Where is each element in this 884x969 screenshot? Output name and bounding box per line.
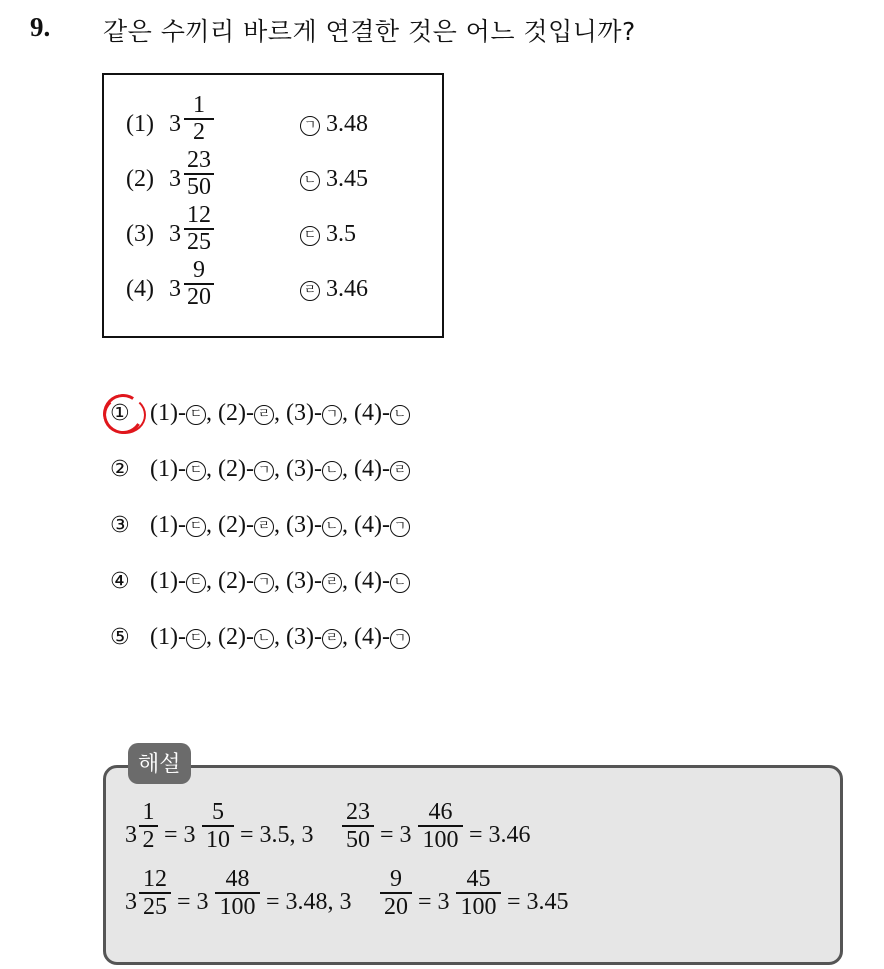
question-number: 9.	[30, 12, 51, 42]
numerator: 45	[466, 866, 491, 892]
numerator: 12	[143, 866, 167, 892]
choice-number: ④	[110, 569, 130, 594]
pair-label: (4)-	[353, 568, 390, 594]
solution-tag: 해설	[128, 743, 191, 784]
choice-number: ②	[110, 457, 130, 482]
row-label: (3)	[126, 221, 154, 247]
numerator: 23	[187, 147, 211, 173]
circled-jamo: ㄹ	[254, 405, 274, 425]
circled-jamo: ㄹ	[300, 281, 320, 301]
circled-jamo: ㄴ	[300, 171, 320, 191]
answer-choice-1[interactable]: ① (1)- ㄷ , (2)- ㄹ , (3)- ㄱ , (4)- ㄴ	[110, 400, 410, 434]
circled-jamo: ㄱ	[390, 629, 410, 649]
pair-label: (4)-	[353, 512, 390, 538]
question-text: 같은 수끼리 바르게 연결한 것은 어느 것입니까?	[103, 17, 636, 46]
fraction	[202, 799, 234, 853]
decimal-value: 3.5	[326, 221, 356, 247]
numerator: 1	[193, 92, 205, 118]
pair-label: (1)-	[150, 624, 186, 650]
equation-text: 3	[125, 822, 137, 848]
circled-jamo: ㄱ	[254, 461, 274, 481]
mixed-whole: 3	[169, 221, 181, 247]
option-value	[300, 276, 368, 303]
fraction	[184, 148, 214, 200]
option-value	[300, 166, 368, 193]
numerator: 5	[212, 799, 224, 825]
circled-jamo: ㄹ	[254, 517, 274, 537]
choice-number: ①	[110, 401, 130, 426]
mixed-whole: 3	[169, 166, 181, 192]
answer-choice-3[interactable]: ③ (1)- ㄷ , (2)- ㄹ , (3)- ㄴ , (4)- ㄱ	[110, 512, 410, 546]
denominator: 25	[143, 893, 167, 920]
circled-jamo: ㄷ	[186, 405, 206, 425]
pair-label: (3)-	[285, 624, 322, 650]
pair-label: (2)-	[217, 568, 254, 594]
equation-text: = 3	[177, 889, 209, 915]
equation-text: = 3.46	[469, 822, 531, 848]
solution-panel	[103, 765, 843, 965]
circled-jamo: ㄹ	[390, 461, 410, 481]
pair-label: (1)-	[150, 456, 186, 482]
circled-jamo: ㄱ	[390, 517, 410, 537]
fraction	[380, 866, 412, 920]
decimal-value: 3.45	[326, 166, 368, 192]
choice-number: ③	[110, 513, 130, 538]
denominator: 20	[384, 893, 408, 920]
equation-text: 3	[125, 889, 137, 915]
pair-label: (2)-	[217, 400, 254, 426]
numerator: 23	[346, 799, 370, 825]
pair-label: (4)-	[353, 400, 390, 426]
row-label: (1)	[126, 111, 154, 137]
decimal-value: 3.48	[326, 111, 368, 137]
circled-jamo: ㄷ	[186, 461, 206, 481]
denominator: 100	[422, 826, 459, 853]
fraction	[215, 866, 260, 920]
denominator: 100	[219, 893, 256, 920]
mixed-whole: 3	[169, 276, 181, 302]
circled-jamo: ㄴ	[254, 629, 274, 649]
option-value	[300, 111, 368, 138]
denominator: 25	[187, 228, 211, 255]
numerator: 46	[428, 799, 453, 825]
circled-jamo: ㄹ	[322, 573, 342, 593]
pair-label: (1)-	[150, 400, 186, 426]
equation-text: = 3	[380, 822, 412, 848]
fraction	[184, 203, 214, 255]
circled-jamo: ㄱ	[254, 573, 274, 593]
answer-choice-4[interactable]: ④ (1)- ㄷ , (2)- ㄱ , (3)- ㄹ , (4)- ㄴ	[110, 568, 410, 602]
numerator: 48	[225, 866, 250, 892]
equation-text: = 3.45	[507, 889, 569, 915]
circled-jamo: ㄷ	[186, 573, 206, 593]
fraction	[184, 93, 214, 145]
equation-text: = 3	[418, 889, 450, 915]
pair-label: (1)-	[150, 568, 186, 594]
circled-jamo: ㄹ	[322, 629, 342, 649]
pair-label: (2)-	[217, 512, 254, 538]
circled-jamo: ㄴ	[322, 517, 342, 537]
denominator: 100	[460, 893, 497, 920]
denominator: 20	[187, 283, 211, 310]
fraction	[456, 866, 501, 920]
equation-text: = 3.5, 3	[240, 822, 314, 848]
circled-jamo: ㄴ	[390, 405, 410, 425]
equation-text: = 3	[164, 822, 196, 848]
circled-jamo: ㄷ	[300, 226, 320, 246]
pair-label: (4)-	[353, 624, 390, 650]
row-label: (4)	[126, 276, 154, 302]
circled-jamo: ㄴ	[390, 573, 410, 593]
denominator: 50	[187, 173, 211, 200]
equation-text: = 3.48, 3	[266, 889, 352, 915]
pair-label: (4)-	[353, 456, 390, 482]
pair-label: (2)-	[217, 456, 254, 482]
fraction	[139, 799, 158, 853]
pair-label: (3)-	[285, 400, 322, 426]
circled-jamo: ㄱ	[300, 116, 320, 136]
fraction	[184, 258, 214, 310]
row-label: (2)	[126, 166, 154, 192]
matching-box	[102, 73, 444, 338]
pair-label: (1)-	[150, 512, 186, 538]
answer-choice-5[interactable]: ⑤ (1)- ㄷ , (2)- ㄴ , (3)- ㄹ , (4)- ㄱ	[110, 624, 410, 658]
fraction	[342, 799, 374, 853]
numerator: 9	[390, 866, 402, 892]
pair-label: (3)-	[285, 568, 322, 594]
circled-jamo: ㄴ	[322, 461, 342, 481]
numerator: 9	[193, 257, 205, 283]
pair-label: (3)-	[285, 456, 322, 482]
denominator: 10	[206, 826, 230, 853]
pair-label: (3)-	[285, 512, 322, 538]
fraction	[139, 866, 171, 920]
option-value	[300, 221, 356, 248]
mixed-whole: 3	[169, 111, 181, 137]
circled-jamo: ㄷ	[186, 629, 206, 649]
numerator: 12	[187, 202, 211, 228]
denominator: 2	[193, 118, 205, 145]
decimal-value: 3.46	[326, 276, 368, 302]
circled-jamo: ㄷ	[186, 517, 206, 537]
answer-choice-2[interactable]: ② (1)- ㄷ , (2)- ㄱ , (3)- ㄴ , (4)- ㄹ	[110, 456, 410, 490]
denominator: 2	[142, 826, 155, 853]
circled-jamo: ㄱ	[322, 405, 342, 425]
numerator: 1	[142, 799, 155, 825]
fraction	[418, 799, 463, 853]
pair-label: (2)-	[217, 624, 254, 650]
denominator: 50	[346, 826, 370, 853]
choice-number: ⑤	[110, 625, 130, 650]
